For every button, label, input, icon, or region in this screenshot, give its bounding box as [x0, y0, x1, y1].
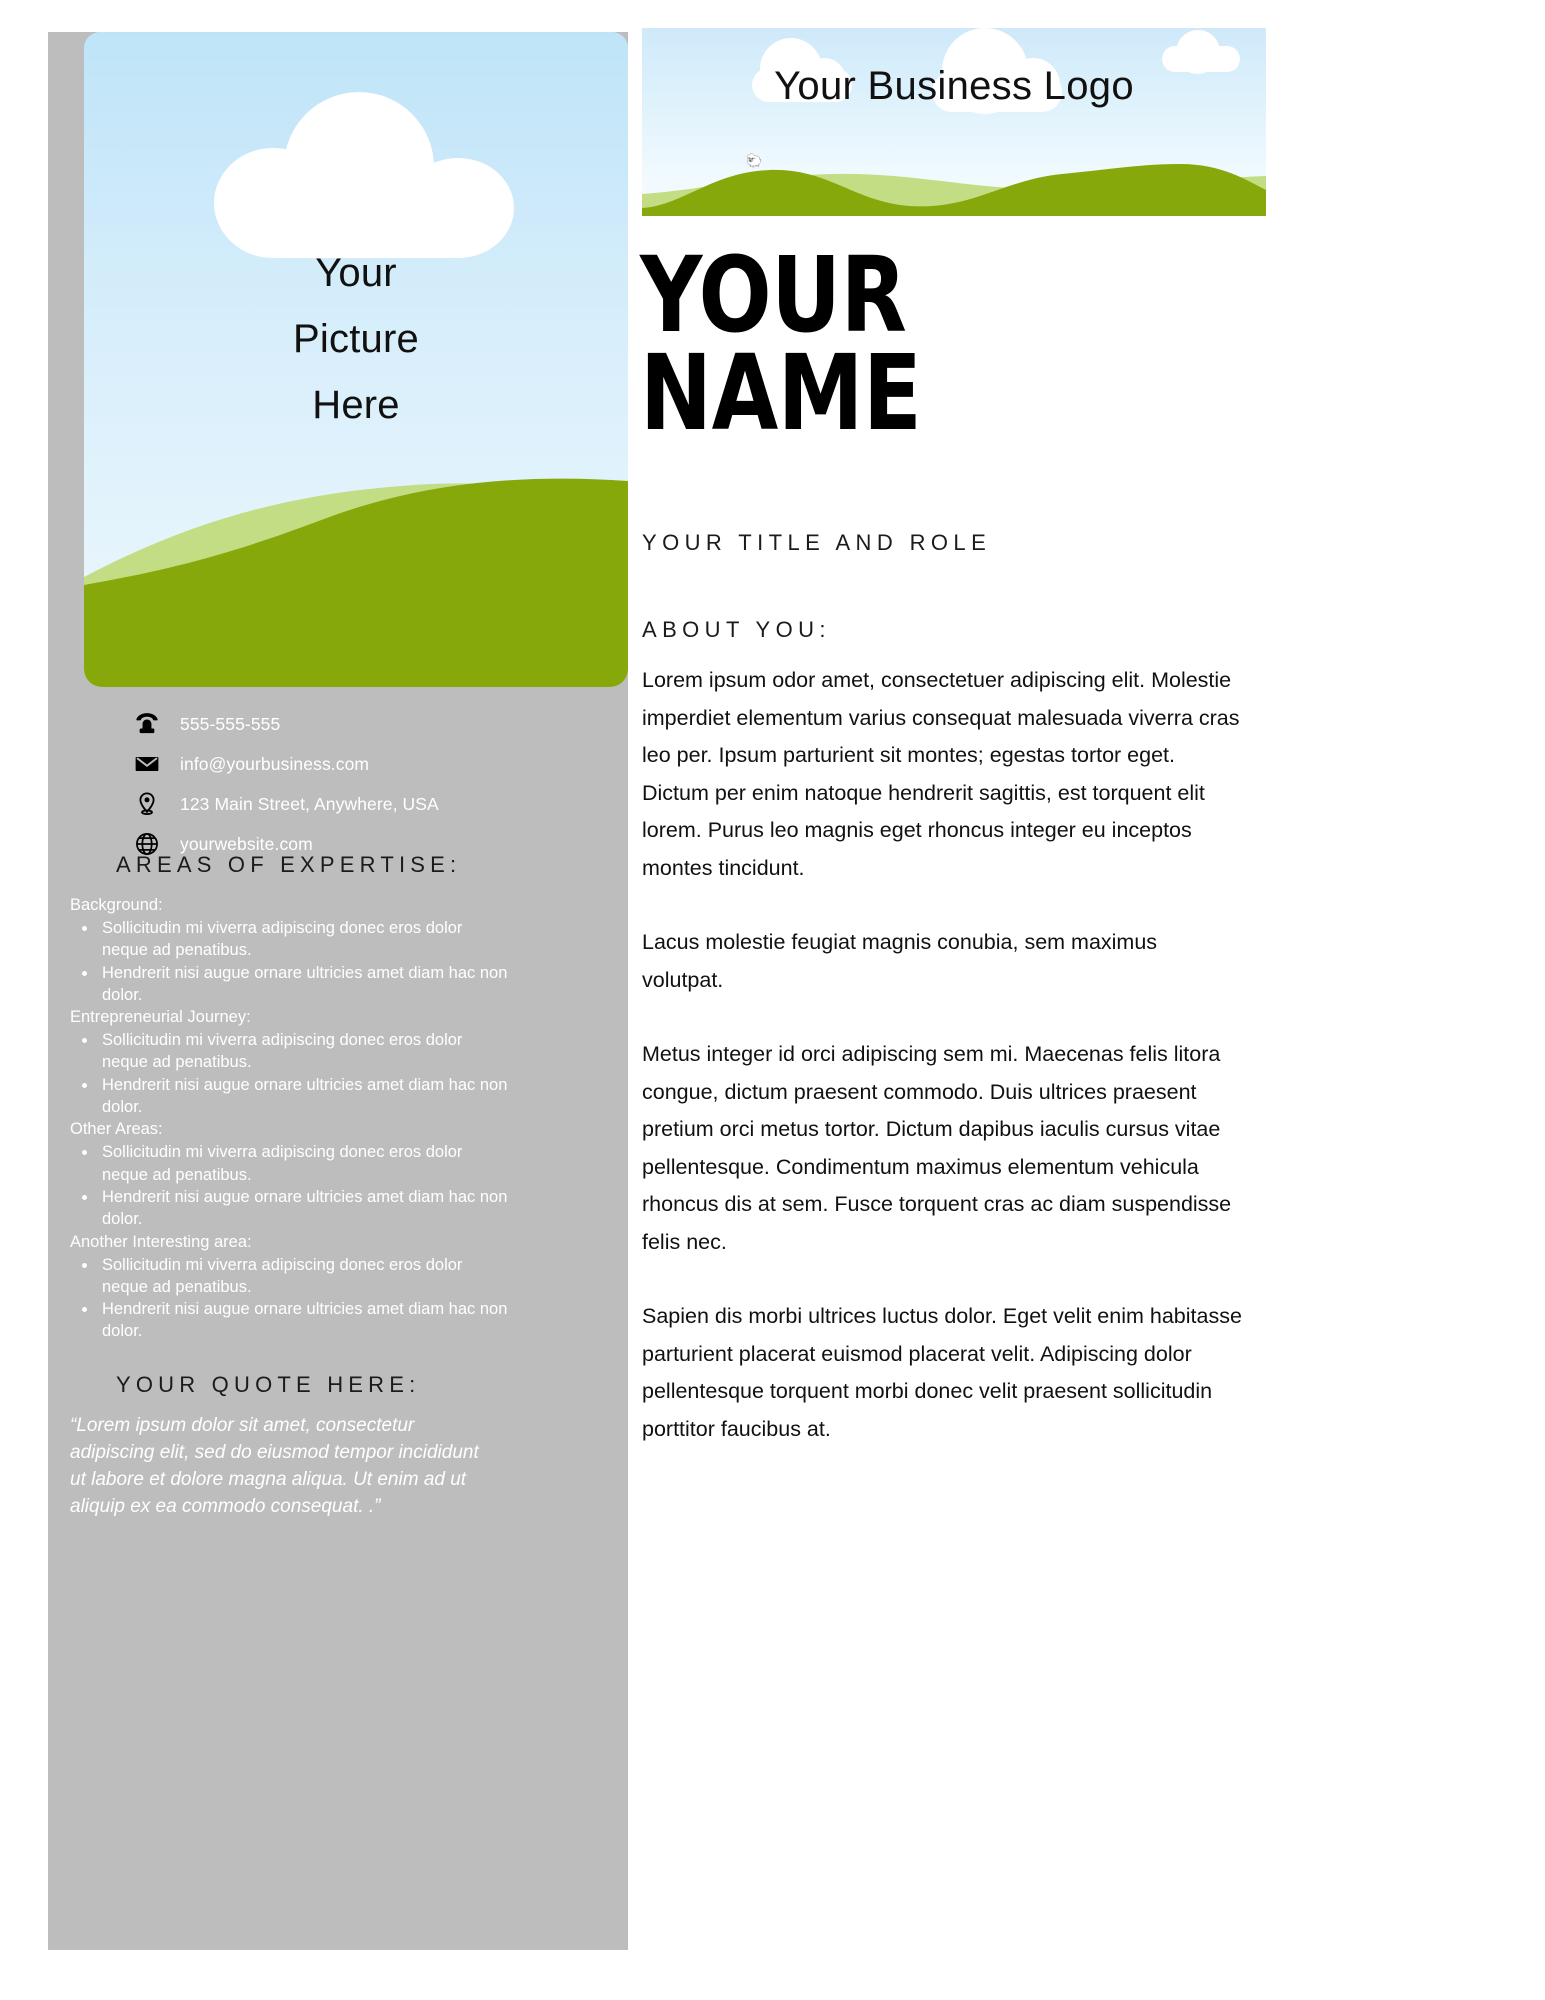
- contact-row-phone[interactable]: [134, 704, 604, 744]
- about-paragraph: Sapien dis morbi ultrices luctus dolor. Eget velit enim habitasse parturient placerat euismod placerat velit. Adipiscing dolor pellentesque torquent morbi donec velit praesent sollicitudin porttitor faucibus at.: [642, 1304, 1242, 1441]
- photo-placeholder-card[interactable]: [84, 32, 628, 687]
- location-pin-icon: [134, 791, 168, 817]
- expertise-group-label: Another Interesting area:: [70, 1232, 252, 1251]
- contact-row-address[interactable]: [134, 784, 604, 824]
- list-item: Hendrerit nisi augue ornare ultricies amet diam hac non dolor.: [70, 1298, 510, 1343]
- contact-value-address: 123 Main Street, Anywhere, USA: [180, 793, 439, 814]
- photo-placeholder-text: [84, 240, 628, 438]
- areas-of-expertise-body: [70, 894, 510, 1343]
- envelope-icon: [134, 751, 168, 777]
- photo-text-line-3: Here: [312, 383, 400, 427]
- name-line-1: YOUR: [640, 234, 907, 356]
- telephone-icon: [134, 711, 168, 737]
- list-item: Hendrerit nisi augue ornare ultricies amet diam hac non dolor.: [70, 1186, 510, 1231]
- about-you-heading: ABOUT YOU:: [642, 617, 831, 642]
- name-line-2: NAME: [640, 332, 922, 454]
- business-logo-text: Your Business Logo: [774, 64, 1134, 108]
- expertise-group: [70, 1118, 510, 1230]
- list-item: Hendrerit nisi augue ornare ultricies amet diam hac non dolor.: [70, 962, 510, 1007]
- expertise-bullet-list: [70, 1141, 510, 1230]
- expertise-bullet-list: [70, 1029, 510, 1118]
- expertise-bullet-list: [70, 1254, 510, 1343]
- about-paragraph: Lacus molestie feugiat magnis conubia, sem maximus volutpat.: [642, 930, 1158, 992]
- expertise-group: [70, 894, 510, 1006]
- list-item: Sollicitudin mi viverra adipiscing donec eros dolor neque ad penatibus.: [70, 917, 510, 962]
- hill-dark-shape: [84, 457, 628, 687]
- expertise-group-label: Background:: [70, 896, 163, 914]
- about-paragraph: Lorem ipsum odor amet, consectetuer adipiscing elit. Molestie imperdiet elementum varius consequat malesuada viverra cras leo per. Ipsum parturient sit montes; egestas tortor eget. Dictum per enim natoque hendrerit sagittis, est torquent elit lorem. Purus leo magnis eget rhoncus integer eu inceptos montes tincidunt.: [642, 668, 1240, 880]
- expertise-group-label: Other Areas:: [70, 1120, 163, 1139]
- contact-value-website: yourwebsite.com: [180, 833, 313, 854]
- quote-heading: YOUR QUOTE HERE:: [116, 1372, 421, 1397]
- about-paragraph: Metus integer id orci adipiscing sem mi. Maecenas felis litora congue, dictum praesent commodo. Duis ultrices praesent pretium orci metus tortor. Dictum dapibus iaculis cursus vitae pellentesque. Condimentum maximus elementum vehicula rhoncus dis at sem. Fusce torquent cras ac diam suspendisse felis nec.: [642, 1042, 1232, 1254]
- business-logo-banner[interactable]: [642, 28, 1266, 216]
- expertise-bullet-list: [70, 917, 510, 1006]
- list-item: Hendrerit nisi augue ornare ultricies amet diam hac non dolor.: [70, 1074, 510, 1119]
- expertise-group: [70, 1006, 510, 1118]
- title-and-role: YOUR TITLE AND ROLE: [642, 530, 992, 555]
- photo-text-line-1: Your: [315, 251, 397, 295]
- sheep-icon: 🐑: [746, 153, 763, 168]
- sidebar: [48, 32, 628, 1950]
- about-you-body: [642, 662, 1242, 1485]
- list-item: Sollicitudin mi viverra adipiscing donec eros dolor neque ad penatibus.: [70, 1254, 510, 1299]
- main-column: [628, 0, 1545, 2000]
- quote-text: “Lorem ipsum dolor sit amet, consectetur adipiscing elit, sed do eiusmod tempor incididunt ut labore et dolore magna aliqua. Ut enim ad ut aliquip ex ea commodo consequat. .”: [70, 1415, 479, 1517]
- contact-value-phone: 555-555-555: [180, 713, 281, 734]
- areas-of-expertise-heading: AREAS OF EXPERTISE:: [116, 852, 462, 877]
- list-item: Sollicitudin mi viverra adipiscing donec eros dolor neque ad penatibus.: [70, 1029, 510, 1074]
- banner-hills-shape: [642, 150, 1266, 216]
- photo-text-line-2: Picture: [293, 317, 419, 361]
- list-item: Sollicitudin mi viverra adipiscing donec eros dolor neque ad penatibus.: [70, 1141, 510, 1186]
- contact-list: [134, 704, 604, 864]
- contact-value-email: info@yourbusiness.com: [180, 753, 370, 774]
- page-title: [640, 234, 1284, 454]
- contact-row-email[interactable]: [134, 744, 604, 784]
- expertise-group-label: Entrepreneurial Journey:: [70, 1008, 251, 1027]
- cloud-icon: [214, 92, 514, 212]
- expertise-group: [70, 1231, 510, 1343]
